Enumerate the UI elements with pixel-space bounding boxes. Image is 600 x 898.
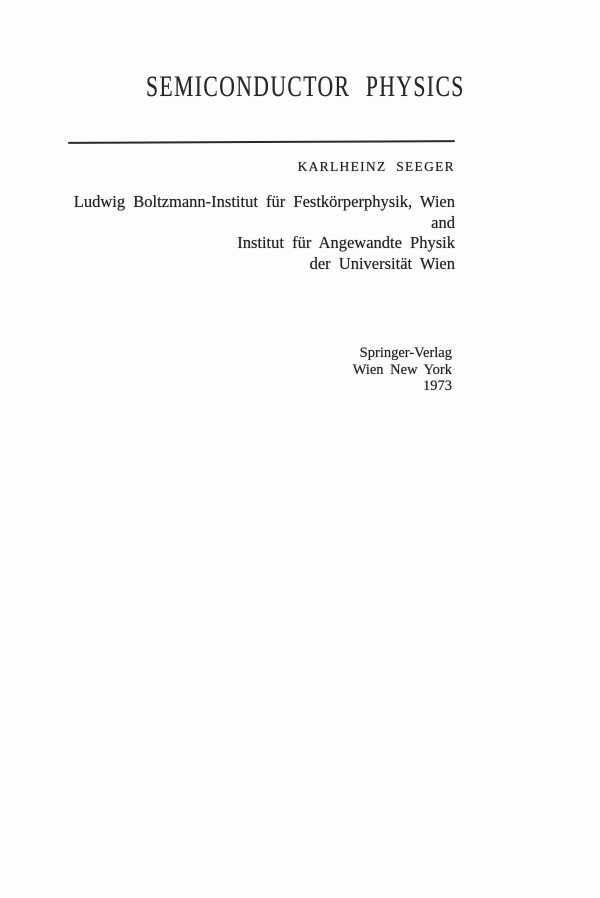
publisher-block: [0, 345, 452, 395]
affiliation-line-1: Ludwig Boltzmann-Institut für Festkörperphysik, Wien: [73, 192, 455, 211]
author-name: KARLHEINZ SEEGER: [297, 159, 455, 174]
horizontal-rule: [68, 140, 455, 144]
publisher-cities: Wien New York: [352, 361, 452, 378]
affiliation-line-3: Institut für Angewandte Physik: [237, 233, 455, 252]
book-title: SEMICONDUCTOR PHYSICS: [146, 70, 465, 103]
publisher-year: 1973: [423, 378, 452, 394]
affiliation-block: [0, 192, 455, 274]
publisher-name: Springer-Verlag: [359, 345, 452, 361]
affiliation-line-4: der Universität Wien: [309, 253, 455, 273]
affiliation-line-2: and: [431, 212, 455, 232]
